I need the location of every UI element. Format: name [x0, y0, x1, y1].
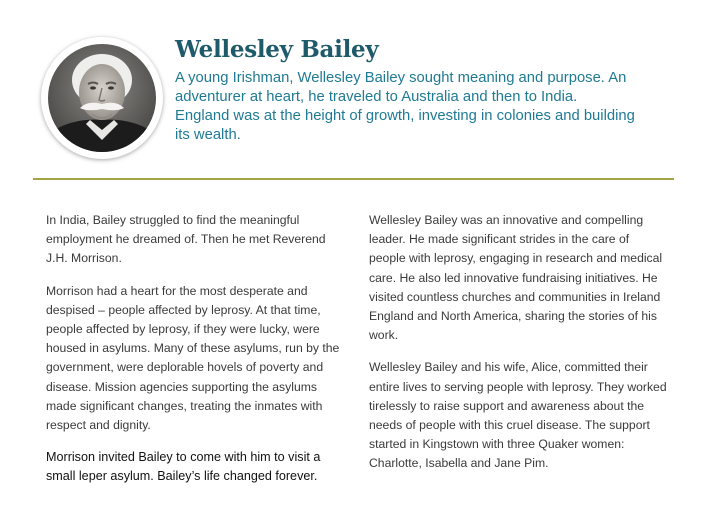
left-paragraph-3: Morrison invited Bailey to come with him to visit a small leper asylum. Bailey’s life changed forever. — [46, 450, 321, 484]
section-divider — [33, 178, 674, 180]
left-paragraph-1: In India, Bailey struggled to find the meaningful employment he dreamed of. Then he met Reverend J.H. Morrison. — [46, 213, 326, 266]
portrait-photo — [41, 37, 163, 159]
portrait-image — [48, 44, 156, 152]
right-column — [369, 211, 669, 487]
right-paragraph-1: Wellesley Bailey was an innovative and compelling leader. He made significant strides in the care of people with leprosy, engaging in research and medical care. He also led innovative fundraising initiatives. He visited countless churches and communities in Ireland England and North America, sharing the stories of his work. — [369, 213, 663, 343]
left-paragraph-2: Morrison had a heart for the most desperate and despised – people affected by leprosy. At that time, people affected by leprosy, if they were lucky, were housed in asylums. Many of these asylums, run by the government, were deplorable hovels of poverty and disease. Mission agencies supporting the asylums made significant changes, treating the inmates with respect and dignity. — [46, 283, 340, 433]
right-paragraph-2: Wellesley Bailey and his wife, Alice, committed their entire lives to serving people with leprosy. They worked tirelessly to raise support and awareness about the needs of people with this cruel disease. The support started in Kingstown with three Quaker women: Charlotte, Isabella and Jane Pim. — [369, 360, 667, 471]
left-column — [46, 211, 346, 500]
page-title: Wellesley Bailey — [175, 36, 379, 63]
intro-paragraph: A young Irishman, Wellesley Bailey sought meaning and purpose. An adventurer at heart, he traveled to Australia and then to India. England was at the height of growth, investing in colonies and building its wealth. — [175, 70, 635, 143]
